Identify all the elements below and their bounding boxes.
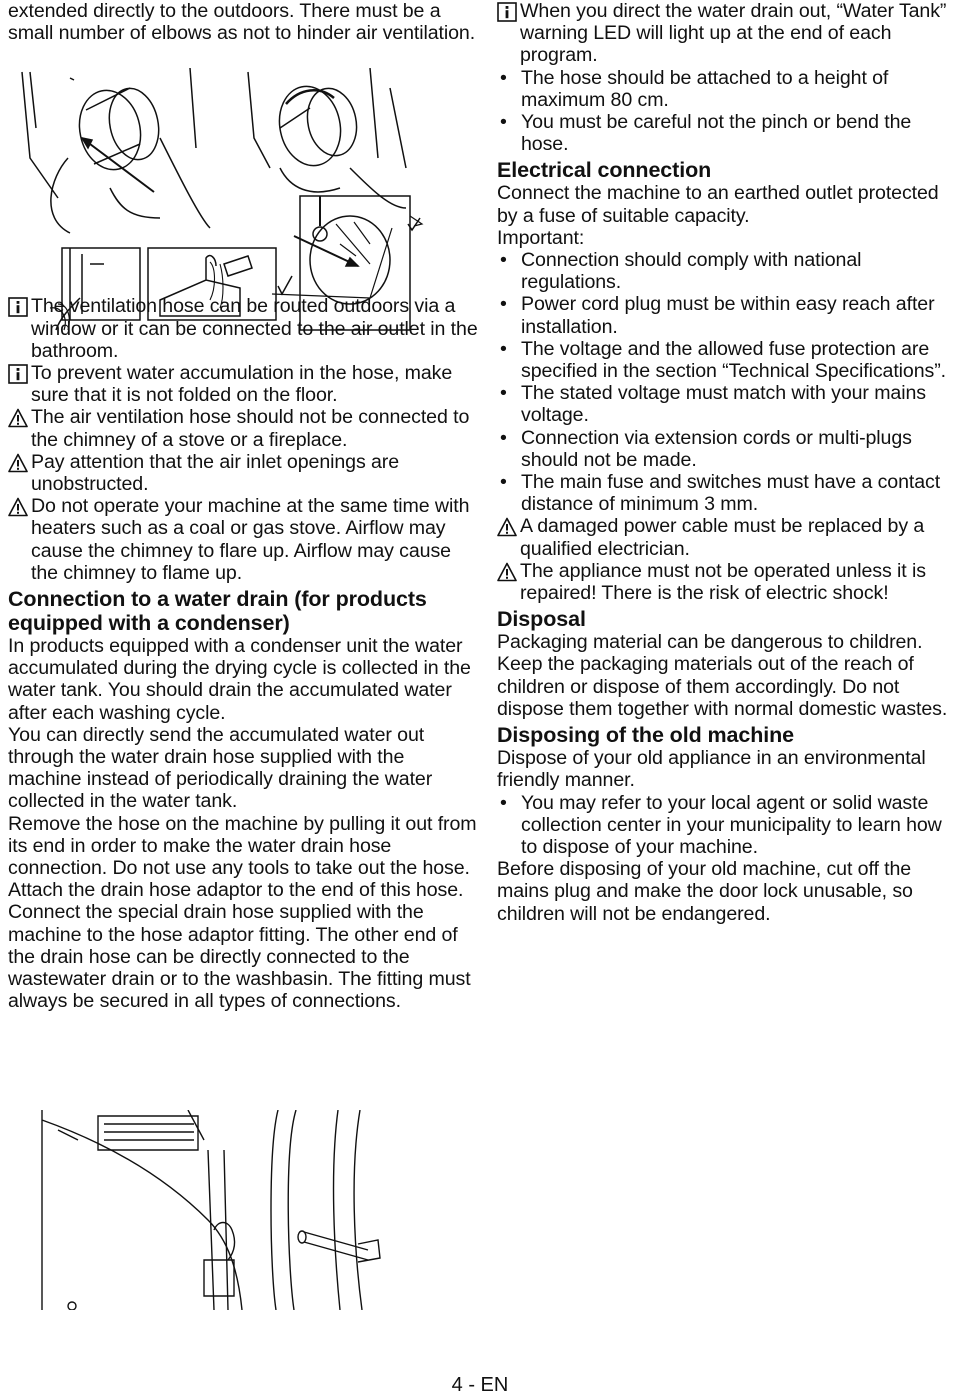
info-icon bbox=[497, 2, 517, 22]
hose-bullets bbox=[497, 67, 960, 156]
water-drain-paragraph-2: You can directly send the accumulated water out through the water drain hose supplied with the machine instead of periodically draining the water collected in the water tank. bbox=[8, 723, 433, 813]
info-icon bbox=[8, 364, 28, 384]
warning-electric-shock: The appliance must not be operated unless it is repaired! There is the risk of electric shock! bbox=[497, 560, 960, 604]
right-column bbox=[497, 0, 960, 925]
water-drain-paragraph-1: In products equipped with a condenser unit the water accumulated during the drying cycle is collected in the water tank. You should drain the accumulated water after each washing cycle. bbox=[8, 635, 471, 724]
warning-icon bbox=[8, 497, 28, 517]
warning-icon bbox=[8, 453, 28, 473]
old-machine-bullets bbox=[497, 792, 960, 859]
warning-icon bbox=[497, 517, 517, 537]
page-number: 4 - EN bbox=[451, 1374, 509, 1396]
warning-icon bbox=[497, 562, 517, 582]
important-label: Important: bbox=[497, 226, 585, 249]
old-machine-intro: Dispose of your old appliance in an environmental friendly manner. bbox=[497, 747, 926, 792]
list-item: • The stated voltage must match with your mains voltage. bbox=[497, 382, 960, 426]
list-item: • Connection via extension cords or multi-plugs should not be made. bbox=[497, 427, 960, 471]
electrical-heading: Electrical connection bbox=[497, 158, 712, 183]
list-item: • You may refer to your local agent or solid waste collection center in your municipality to learn how to dispose of your machine. bbox=[497, 792, 960, 859]
warning-note-1: The air ventilation hose should not be connected to the chimney of a stove or a fireplace. bbox=[8, 406, 478, 450]
old-machine-outro: Before disposing of your old machine, cut off the mains plug and make the door lock unusable, so children will not be endangered. bbox=[497, 858, 913, 925]
old-machine-heading: Disposing of the old machine bbox=[497, 723, 795, 748]
warning-note-3: Do not operate your machine at the same time with heaters such as a coal or gas stove. Airflow may cause the chimney to flare up. Airflow may cause the chimney to flame up. bbox=[8, 495, 478, 584]
disposal-heading: Disposal bbox=[497, 607, 586, 632]
electrical-bullets bbox=[497, 249, 960, 515]
list-item: • You must be careful not the pinch or bend the hose. bbox=[497, 111, 960, 155]
water-drain-paragraph-3: Remove the hose on the machine by pulling it out from its end in order to make the water drain hose connection. Do not use any tools to take out the hose. Attach the drain hose adaptor to the end of this hose. Connect the special drain hose supplied with the machine to the hose adaptor fitting. The other end of the drain hose can be directly connected to the wastewater drain or to the washbasin. The fitting must always be secured in all types of connections. bbox=[8, 812, 477, 1013]
disposal-paragraph: Packaging material can be dangerous to children. Keep the packaging materials out of the reach of children or dispose of them accordingly. Do not dispose them together with normal domestic wastes. bbox=[497, 631, 948, 720]
ventilation-hose-illustration bbox=[10, 68, 480, 340]
warning-icon bbox=[8, 408, 28, 428]
water-drain-heading: Connection to a water drain (for products equipped with a condenser) bbox=[8, 587, 427, 636]
info-note-2: To prevent water accumulation in the hose, make sure that it is not folded on the floor. bbox=[8, 362, 478, 406]
list-item: • Connection should comply with national regulations. bbox=[497, 249, 960, 293]
list-item: • The main fuse and switches must have a contact distance of minimum 3 mm. bbox=[497, 471, 960, 515]
electrical-intro: Connect the machine to an earthed outlet protected by a fuse of suitable capacity. bbox=[497, 182, 939, 227]
list-item: • Power cord plug must be within easy reach after installation. bbox=[497, 293, 960, 337]
warning-power-cable: A damaged power cable must be replaced by a qualified electrician. bbox=[497, 515, 960, 559]
info-note-water-tank: When you direct the water drain out, “Water Tank” warning LED will light up at the end of each program. bbox=[497, 0, 960, 67]
warning-note-2: Pay attention that the air inlet openings are unobstructed. bbox=[8, 451, 478, 495]
drain-hose-illustration bbox=[38, 1110, 450, 1310]
list-item: • The hose should be attached to a height of maximum 80 cm. bbox=[497, 67, 960, 111]
list-item: • The voltage and the allowed fuse protection are specified in the section “Technical Specifications”. bbox=[497, 338, 960, 382]
info-note-1: The ventilation hose can be routed outdoors via a window or it can be connected to the air outlet in the bathroom. bbox=[8, 295, 478, 362]
intro-paragraph: extended directly to the outdoors. There must be a small number of elbows as not to hinder air ventilation. bbox=[8, 0, 476, 45]
